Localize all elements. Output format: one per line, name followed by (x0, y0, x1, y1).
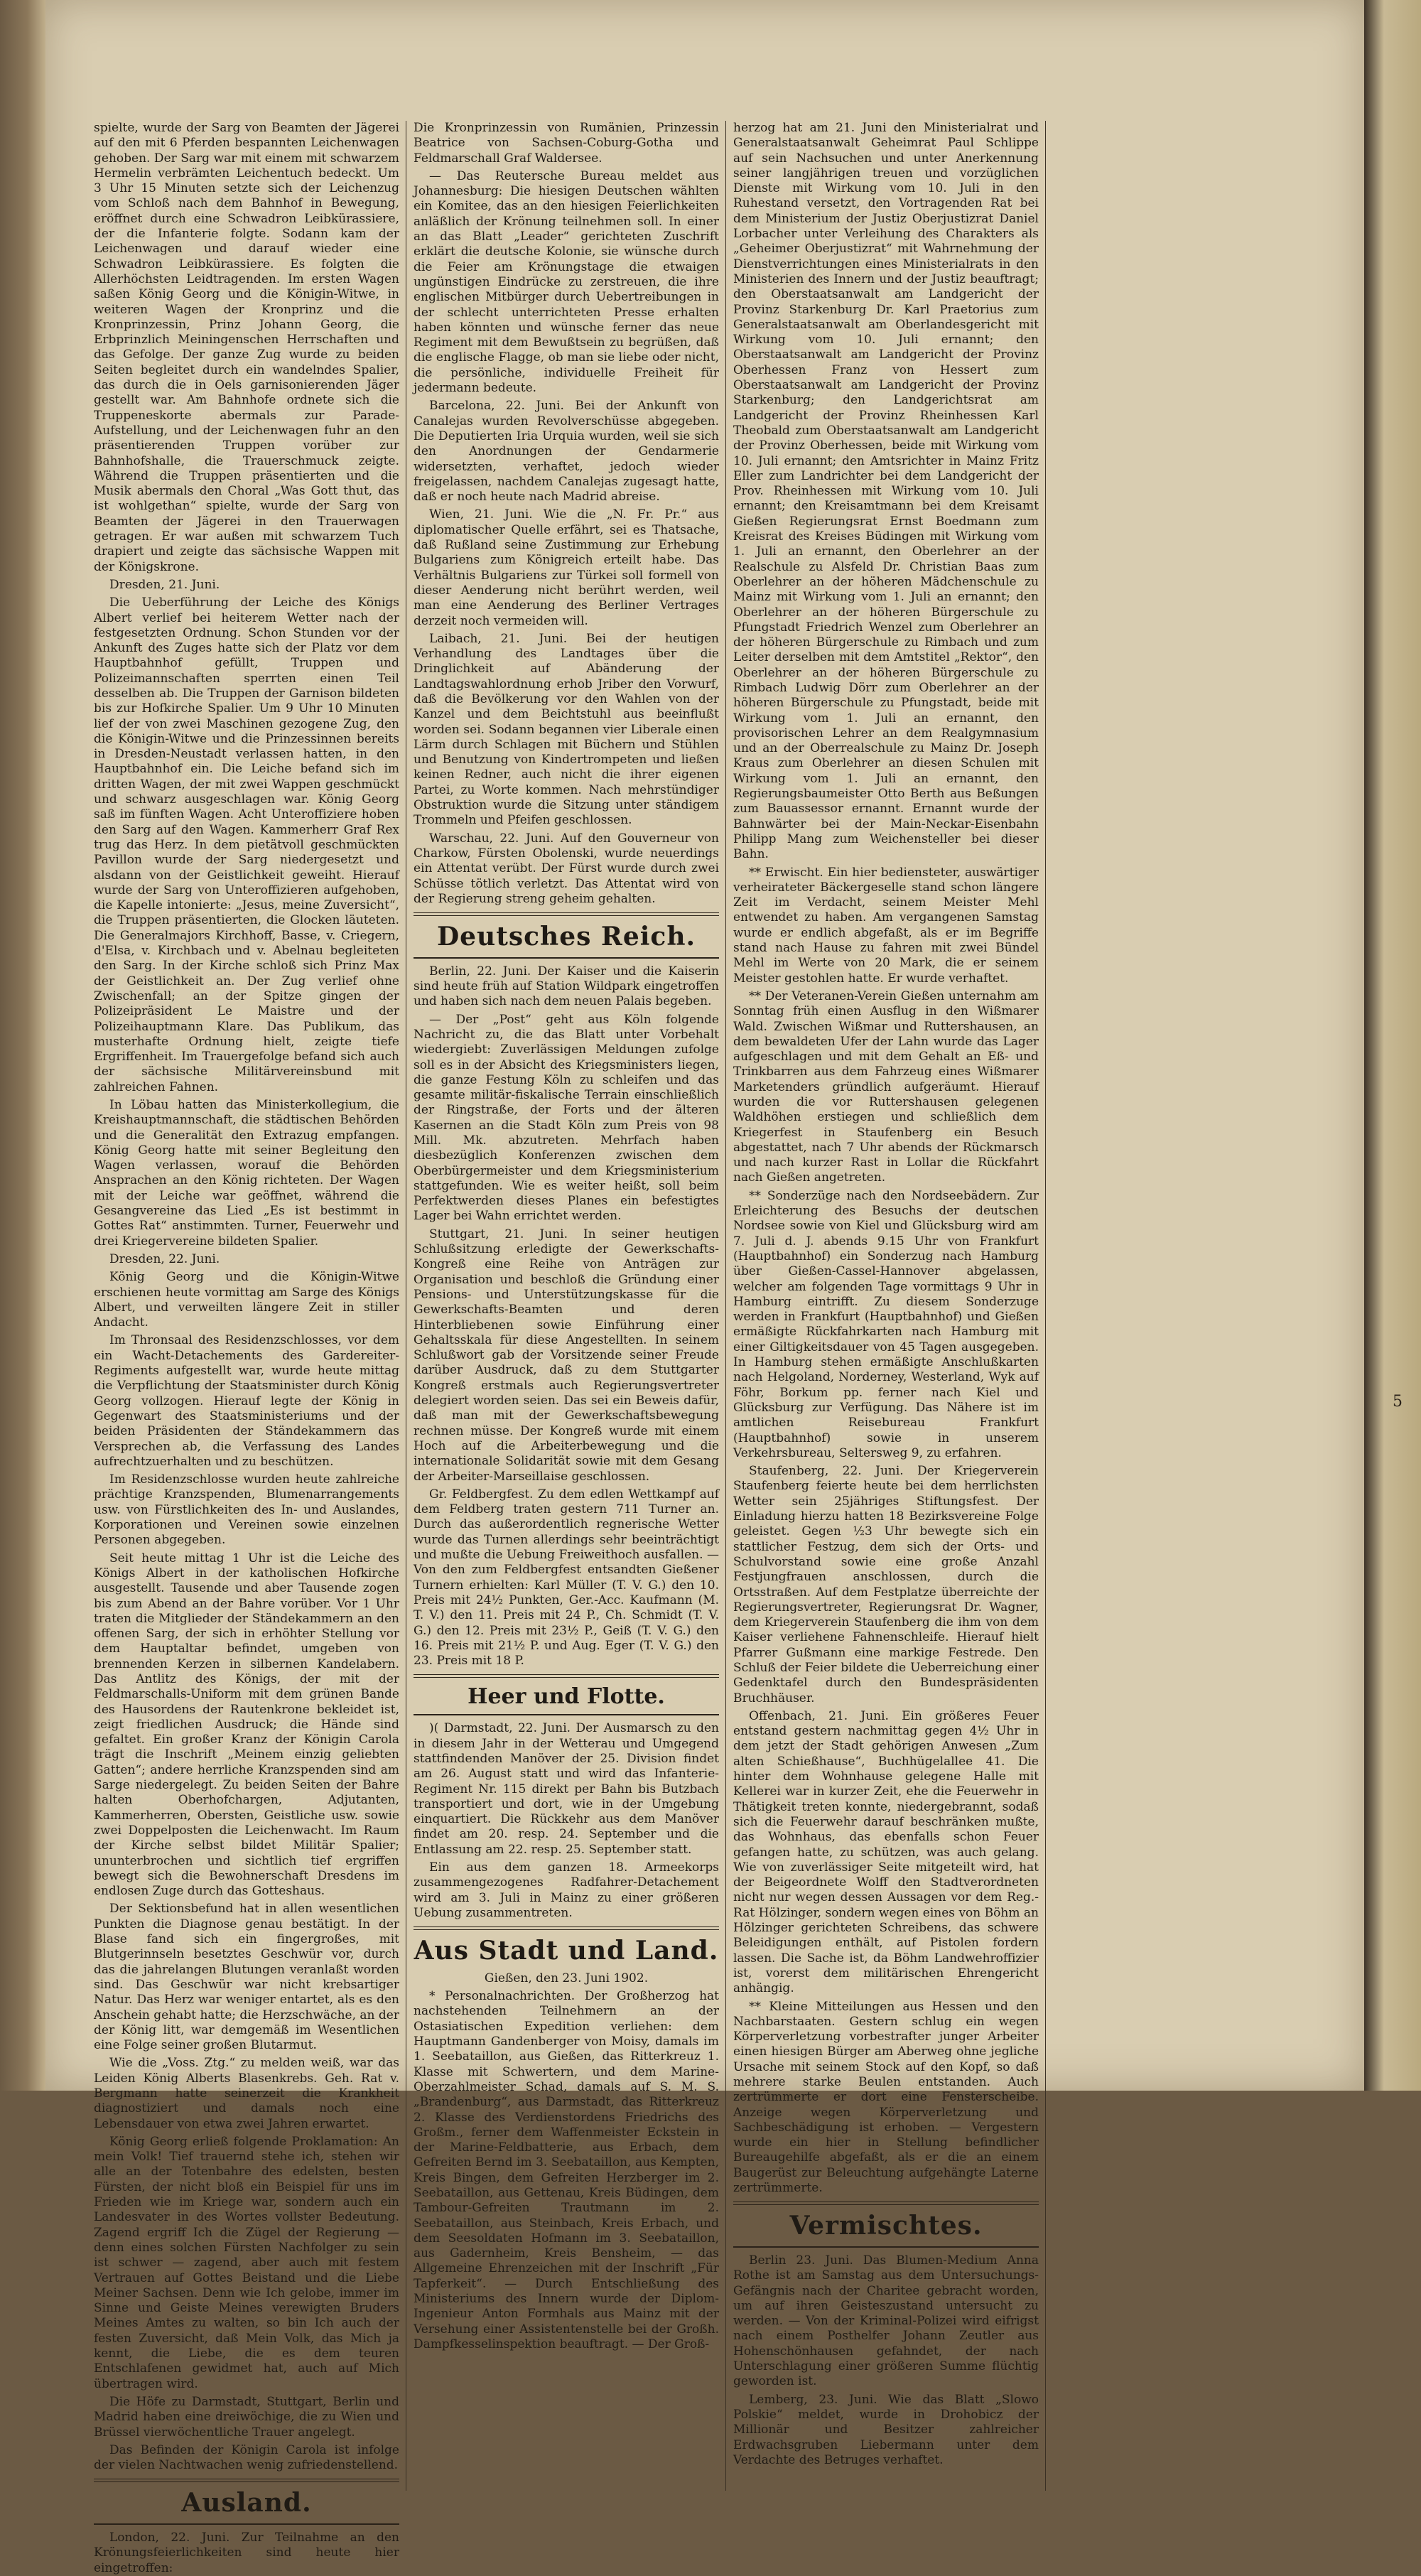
article-paragraph: Das Befinden der Königin Carola ist infolge der vielen Nachtwachen wenig zufriedenstellend. (94, 2442, 399, 2473)
page-number: 5 (1393, 1393, 1403, 1411)
article-paragraph: )( Darmstadt, 22. Juni. Der Ausmarsch zu den in diesem Jahr in der Wetterau und Umgegend stattfindenden Manöver der 25. Division findet am 26. August statt und wird das Infanterie-Regiment Nr. 115 direkt per Bahn bis Butzbach transportiert und dort, wie in der Umgebung einquartiert. Die Rückkehr aus dem Manöver findet am 20. resp. 24. September und die Entlassung am 22. resp. 25. September statt. (414, 1721, 719, 1857)
article-paragraph: Die Höfe zu Darmstadt, Stuttgart, Berlin und Madrid haben eine dreiwöchige, die zu Wien und Brüssel vierwöchentliche Trauer angelegt. (94, 2394, 399, 2440)
article-paragraph: Warschau, 22. Juni. Auf den Gouverneur von Charkow, Fürsten Obolenski, wurde neuerdings ein Attentat verübt. Der Fürst wurde durch zwei Schüsse tötlich verletzt. Das Attentat wird von der Regierung streng geheim gehalten. (414, 831, 719, 906)
page-edge-right (1364, 0, 1421, 2091)
section-divider (414, 1926, 719, 1930)
article-paragraph: In Löbau hatten das Ministerkollegium, die Kreishauptmannschaft, die städtischen Behörden und die Generalität den Extrazug empfangen. König Georg hatte mit seiner Begleitung den Wagen verlassen, worauf die Behörden Ansprachen an den König richteten. Der Wagen mit der Leiche war geöffnet, während die Gesangvereine das Lied „Es ist bestimmt in Gottes Rat“ anstimmten. Turner, Feuerwehr und drei Kriegervereine bildeten Spalier. (94, 1098, 399, 1249)
article-paragraph: Laibach, 21. Juni. Bei der heutigen Verhandlung des Landtages über die Dringlichkeit auf Abänderung der Landtagswahlordnung erhob Jriber den Vorwurf, daß die Bevölkerung vor den Wahlen von der Kanzel und dem Beichtstuhl aus beeinflußt worden sei. Sodann begannen vier Liberale einen Lärm durch Schlagen mit Büchern und Stühlen und Benutzung von Kindertrompeten und ließen keinen Redner, auch nicht die ihrer eigenen Partei, zu Worte kommen. Nach mehrstündiger Obstruktion wurde die Sitzung unter ständigem Trommeln und Pfeifen geschlossen. (414, 631, 719, 828)
col1-body (94, 121, 399, 2473)
article-paragraph: * Personalnachrichten. Der Großherzog hat nachstehenden Teilnehmern an der Ostasiatischen Expedition verliehen: dem Hauptmann Gandenberger von Moisy, damals im 1. Seebataillon, aus Gießen, das Ritterkreuz 1. Klasse mit Schwertern, und dem Marine-Oberzahlmeister Schad, damals auf S. M. S. „Brandenburg“, aus Darmstadt, das Ritterkreuz 2. Klasse des Verdienstordens Friedrichs des Großm., ferner dem Waffenmeister Eckstein in der Marine-Feldbatterie, aus Erbach, dem Gefreiten Bernd im 3. Seebataillon, aus Kempten, Kreis Bingen, dem Gefreiten Herzberger im 2. Seebataillon, aus Gettenau, Kreis Büdingen, dem Tambour-Gefreiten Trautmann im 2. Seebataillon, aus Steinbach, Kreis Erbach, und dem Seesoldaten Hofmann im 3. Seebataillon, aus Gadernheim, Kreis Bensheim, — das Allgemeine Ehrenzeichen mit der Inschrift „Für Tapferkeit“. — Durch Entschließung des Ministeriums des Innern wurde der Diplom-Ingenieur Anton Formhals aus Mainz mit der Versehung einer Assistentenstelle bei der Großh. Dampfkesselinspektion beauftragt. — Der Groß- (414, 1989, 719, 2351)
section-divider (733, 2246, 1039, 2248)
column-rule (1045, 121, 1046, 2491)
article-paragraph: Berlin 23. Juni. Das Blumen-Medium Anna Rothe ist am Samstag aus dem Untersuchungs-Gefängnis nach der Charitee gebracht worden, um auf ihren Geisteszustand untersucht zu werden. — Von der Kriminal-Polizei wird eifrigst nach einem Posthelfer Johann Zeutler aus Hohenschönhausen gefahndet, der nach Unterschlagung einer größeren Summe flüchtig geworden ist. (733, 2253, 1039, 2389)
section-divider (94, 2479, 399, 2482)
article-paragraph: Stuttgart, 21. Juni. In seiner heutigen Schlußsitzung erledigte der Gewerkschafts-Kongreß eine Reihe von Anträgen zur Organisation und beschloß die Gründung einer Pensions- und Unterstützungskasse für die Gewerkschafts-Beamten und deren Hinterbliebenen sowie Einführung einer Gehaltsskala für diese Angestellten. In seinem Schlußwort gab der Vorsitzende seiner Freude darüber Ausdruck, daß zu dem Stuttgarter Kongreß erstmals auch Regierungsvertreter delegiert worden seien. Das sei ein Beweis dafür, daß man mit der Gewerkschaftsbewegung rechnen müsse. Der Kongreß wurde mit einem Hoch auf die Arbeiterbewegung und die internationale Solidarität sowie mit dem Gesang der Arbeiter-Marseillaise geschlossen. (414, 1227, 719, 1484)
article-paragraph: ** Erwischt. Ein hier bediensteter, auswärtiger verheirateter Bäckergeselle stand schon längere Zeit im Verdacht, seinem Meister Mehl entwendet zu haben. Am vergangenen Samstag wurde er endlich abgefaßt, als er im Begriffe stand nach Hause zu fahren mit zwei Bündel Mehl im Werte von 20 Mark, die er seinem Meister gestohlen hatte. Er wurde verhaftet. (733, 865, 1039, 986)
article-paragraph: Der Sektionsbefund hat in allen wesentlichen Punkten die Diagnose genau bestätigt. In der Blase fand sich ein fingergroßes, mit Blutgerinnseln besetztes Geschwür vor, durch das die jahrelangen Blutungen veranlaßt worden sind. Das Geschwür war nicht krebsartiger Natur. Das Herz war weniger entartet, als es den Anschein gehabt hatte; die Herzschwäche, an der der König litt, war demgemäß im Wesentlichen eine Folge seiner großen Blutarmut. (94, 1902, 399, 2053)
col2-body (414, 121, 719, 907)
vermischtes-body (733, 2253, 1039, 2468)
article-paragraph: Lemberg, 23. Juni. Wie das Blatt „Slowo Polskie“ meldet, wurde in Drohobicz der Millionär und Besitzer zahlreicher Erdwachsgruben Liebermann unter dem Verdachte des Betruges verhaftet. (733, 2392, 1039, 2467)
article-paragraph: Offenbach, 21. Juni. Ein größeres Feuer entstand gestern nachmittag gegen 4½ Uhr in dem jetzt der Stadt gehörigen Anwesen „Zum alten Schießhause“, Buchhügelallee 41. Die hinter dem Wohnhause gelegene Halle mit Kellerei war in kurzer Zeit, ehe die Feuerwehr in Thätigkeit treten konnte, niedergebrannt, sodaß sich die Feuerwehr darauf beschränken mußte, das Wohnhaus, das ebenfalls schon Feuer gefangen hatte, zu schützen, was auch gelang. Wie von zuverlässiger Seite mitgeteilt wird, hat der Beigeordnete Wolff den Stadtverordneten nicht nur wegen dessen Aussagen vor dem Reg.-Rat Hölzinger, sondern wegen eines von Böhm an Hölzinger gerichteten Schreibens, das schwere Beleidigungen enthält, auf Pistolen fordern lassen. Die Sache ist, da Böhm Landwehroffizier ist, vorerst dem militärischen Ehrengericht anhängig. (733, 1708, 1039, 1996)
article-paragraph: spielte, wurde der Sarg von Beamten der Jägerei auf den mit 6 Pferden bespannten Leichenwagen gehoben. Der Sarg war mit einem mit schwarzem Hermelin verbrämten Leichentuch bedeckt. Um 3 Uhr 15 Minuten setzte sich der Leichenzug vom Schloß nach dem Bahnhof in Bewegung, eröffnet durch eine Schwadron Leibkürassiere, der die Infanterie folgte. Sodann kam der Leichenwagen und darauf wieder eine Schwadron Leibkürassiere. Es folgten die Allerhöchsten Leidtragenden. Im ersten Wagen saßen König Georg und die Königin-Witwe, in weiteren Wagen der Kronprinz und die Kronprinzessin, Prinz Johann Georg, die Erbprinzlich Meiningenschen Herrschaften und das Gefolge. Der ganze Zug wurde zu beiden Seiten begleitet durch ein wandelndes Spalier, das durch die in Oels garnisonierenden Jäger gestellt war. Am Bahnhofe ordnete sich die Truppeneskorte abermals zur Parade-Aufstellung, und der Leichenwagen fuhr an den präsentierenden Truppen vorüber zur Bahnhofshalle, die Trauerschmuck zeigte. Während die Truppen präsentierten und die Musik abermals den Choral „Was Gott thut, das ist wohlgethan“ spielte, wurde der Sarg von Beamten der Jägerei in den Trauerwagen getragen. Er war außen mit schwarzem Tuch drapiert und zeigte das sächsische Wappen mit der Königskrone. (94, 121, 399, 574)
section-heading-vermischtes: Vermischtes. (789, 2211, 983, 2241)
article-paragraph: Die Ueberführung der Leiche des Königs Albert verlief bei heiterem Wetter nach der festgesetzten Ordnung. Schon Stunden vor der Ankunft des Zuges hatte sich der Platz vor dem Hauptbahnhof gefüllt, Truppen und Polizeimannschaften sperrten einen Teil desselben ab. Die Truppen der Garnison bildeten bis zur Hofkirche Spalier. Um 9 Uhr 10 Minuten lief der von zwei Maschinen gezogene Zug, den die Königin-Witwe und die Prinzessinnen bereits in Dresden-Neustadt verlassen hatten, in den Hauptbahnhof ein. Die Leiche befand sich im dritten Wagen, der mit zwei Wappen geschmückt und schwarz ausgeschlagen war. König Georg saß im fünften Wagen. Acht Unteroffiziere hoben den Sarg auf den Wagen. Kammerherr Graf Rex trug das Herz. In dem pietätvoll geschmückten Pavillon wurde der Sarg niedergesetzt und alsdann von der Geistlichkeit geweiht. Hierauf wurde der Sarg von Unteroffizieren aufgehoben, die Kapelle intonierte: „Jesus, meine Zuversicht“, die Truppen präsentierten, die Glocken läuteten. Die Generalmajors Kirchhoff, Basse, v. Criegern, d'Elsa, v. Kirchbach und v. Abelnau begleiteten den Sarg. In der Kirche schloß sich Prinz Max der Geistlichkeit an. Der Zug verlief ohne Zwischenfall; an der Spitze gingen der Polizeipräsident Le Maistre und der Polizeihauptmann Klare. Das Publikum, das musterhafte Ordnung hielt, zeigte tiefe Ergriffenheit. Im Trauergefolge befand sich auch der sächsische Militärvereinsbund mit zahlreichen Fahnen. (94, 596, 399, 1094)
article-paragraph: — Das Reutersche Bureau meldet aus Johannesburg: Die hiesigen Deutschen wählten ein Komitee, das an den hiesigen Feierlichkeiten anläßlich der Krönung teilnehmen soll. In einer an das Blatt „Leader“ gerichteten Zuschrift erklärt die deutsche Kolonie, sie wünsche durch die Feier am Krönungstage die etwaigen ungünstigen Eindrücke zu zerstreuen, die ihre englischen Mitbürger durch Uebertreibungen in der schlecht unterrichteten Presse erhalten haben könnten und wünsche ferner das neue Regiment mit dem Bewußtsein zu begrüßen, daß die englische Flagge, ob man sie liebe oder nicht, die persönliche, individuelle Freiheit für jedermann bedeute. (414, 168, 719, 396)
article-paragraph: Dresden, 22. Juni. (109, 1251, 220, 1266)
article-paragraph: König Georg und die Königin-Witwe erschienen heute vormittag am Sarge des Königs Albert, und verweilten längere Zeit in stiller Andacht. (94, 1270, 399, 1330)
column-1 (94, 121, 399, 2575)
deutsches-reich-body (414, 964, 719, 1669)
heer-body (414, 1721, 719, 1921)
article-paragraph: Wien, 21. Juni. Wie die „N. Fr. Pr.“ aus diplomatischer Quelle erfährt, sei es Thatsache, daß Rußland seine Zustimmung zur Erhebung Bulgariens zum Königreich erteilt habe. Das Verhältnis Bulgariens zur Türkei soll formell von dieser Aenderung nicht berührt werden, weil man eine Aenderung des Berliner Vertrages derzeit noch vermeiden will. (414, 507, 719, 628)
section-heading-aus-stadt-und-land: Aus Stadt und Land. (414, 1936, 719, 1966)
article-paragraph: Dresden, 21. Juni. (109, 577, 220, 592)
article-paragraph: Ein aus dem ganzen 18. Armeekorps zusammengezogenes Radfahrer-Detachement wird am 3. Juli in Mainz zu einer größeren Uebung zusammentreten. (414, 1860, 719, 1920)
dateline: Gießen, den 23. Juni 1902. (484, 1971, 649, 1985)
article-paragraph: Im Residenzschlosse wurden heute zahlreiche prächtige Kranzspenden, Blumenarrangements usw. von Fürstlichkeiten des In- und Auslandes, Korporationen und Vereinen sowie einzelnen Personen abgegeben. (94, 1472, 399, 1548)
article-paragraph: herzog hat am 21. Juni den Ministerialrat und Generalstaatsanwalt Geheimrat Paul Schlippe auf sein Nachsuchen und unter Anerkennung seiner langjährigen treuen und vorzüglichen Dienste mit Wirkung vom 10. Juli in den Ruhestand versetzt, den Vortragenden Rat bei dem Ministerium der Justiz Oberjustizrat Daniel Lorbacher unter Verleihung des Charakters als „Geheimer Oberjustizrat“ mit Wahrnehmung der Dienstverrichtungen eines Ministerialrats in den Ministerien des Innern und der Justiz beauftragt; den Oberstaatsanwalt am Landgericht der Provinz Starkenburg Dr. Karl Praetorius zum Generalstaatsanwalt am Oberlandesgericht mit Wirkung vom 10. Juli ernannt; den Oberstaatsanwalt am Landgericht der Provinz Oberhessen Franz von Hessert zum Oberstaatsanwalt am Landgericht der Provinz Starkenburg; den Landgerichtsrat am Landgericht der Provinz Rheinhessen Karl Theobald zum Oberstaatsanwalt am Landgericht der Provinz Oberhessen, beide mit Wirkung vom 10. Juli ernannt; den Amtsrichter in Mainz Fritz Eller zum Landrichter bei dem Landgericht der Prov. Rheinhessen mit Wirkung vom 10. Juli ernannt; den Kreisamtmann bei dem Kreisamt Gießen Regierungsrat Ernst Boedmann zum Kreisrat des Kreises Büdingen mit Wirkung vom 1. Juli an ernannt, den Oberlehrer an der Realschule zu Alsfeld Dr. Christian Baas zum Oberlehrer an der höheren Mädchenschule zu Mainz mit Wirkung vom 1. Juli an ernannt; den Oberlehrer an der höheren Bürgerschule zu Pfungstadt Friedrich Wenzel zum Oberlehrer an der höheren Bürgerschule zu Rimbach und zum Leiter derselben mit dem Amtstitel „Rektor“, den Oberlehrer an der höheren Bürgerschule zu Rimbach Ludwig Dörr zum Oberlehrer an der höheren Bürgerschule zu Pfungstadt, beide mit Wirkung vom 1. Juli an ernannt, den provisorischen Lehrer an dem Realgymnasium und an der Oberrealschule zu Mainz Dr. Joseph Kraus zum Oberlehrer an diesen Schulen mit Wirkung vom 1. Juli an ernannt, den Regierungsbaumeister Otto Berth aus Beßungen zum Bauassessor ernannt. Ernannt wurde der Bahnwärter bei der Main-Neckar-Eisenbahn Philipp Mang zum Weichensteller bei dieser Bahn. (733, 121, 1039, 862)
article-paragraph: Wie die „Voss. Ztg.“ zu melden weiß, war das Leiden König Alberts Blasenkrebs. Geh. Rat v. Bergmann hatte seinerzeit die Krankheit diagnostiziert und damals noch eine Lebensdauer von etwa zwei Jahren erwartet. (94, 2056, 399, 2131)
column-2 (414, 121, 719, 2491)
article-paragraph: Barcelona, 22. Juni. Bei der Ankunft von Canalejas wurden Revolverschüsse abgegeben. Die Deputierten Iria Urquia wurden, weil sie sich den Anordnungen der Gendarmerie widersetzten, verhaftet, jedoch wieder freigelassen, nachdem Canalejas zugesagt hatte, daß er noch heute nach Madrid abreise. (414, 399, 719, 505)
stadt-body (414, 1989, 719, 2352)
article-paragraph: London, 22. Juni. Zur Teilnahme an den Krönungsfeierlichkeiten sind heute hier eingetroffen: (94, 2531, 399, 2575)
article-paragraph: Die Kronprinzessin von Rumänien, Prinzessin Beatrice von Sachsen-Coburg-Gotha und Feldmarschall Graf Waldersee. (414, 121, 719, 166)
section-heading-ausland: Ausland. (181, 2488, 312, 2518)
column-rule (725, 121, 726, 2491)
article-paragraph: Seit heute mittag 1 Uhr ist die Leiche des Königs Albert in der katholischen Hofkirche ausgestellt. Tausende und aber Tausende zogen bis zum Abend an der Bahre vorüber. Vor 1 Uhr traten die Mitglieder der Ständekammern an den offenen Sarg, der sich in erhöhter Stellung vor dem Hauptaltar befindet, umgeben von brennenden Kerzen in silbernen Kandelabern. Das Antlitz des Königs, der mit der Feldmarschalls-Uniform mit dem grünen Bande des Hausordens der Rautenkrone bekleidet ist, zeigt friedlichen Ausdruck; die Hände sind gefaltet. Ein großer Kranz der Königin Carola trägt die Inschrift „Meinem einzig geliebten Gatten“; andere herrliche Kranzspenden sind am Sarge niedergelegt. Zu beiden Seiten der Bahre halten Oberhofchargen, Adjutanten, Kammerherren, Obersten, Geistliche usw. sowie zwei Doppelposten die Leichenwacht. Im Raum der Kirche selbst bildet Militär Spalier; ununterbrochen und sichtlich tief ergriffen bewegt sich die Bewohnerschaft Dresdens im endlosen Zuge durch das Gotteshaus. (94, 1551, 399, 1899)
article-paragraph: König Georg erließ folgende Proklamation: An mein Volk! Tief trauernd stehe ich, stehen wir alle an der Totenbahre des edelsten, besten Fürsten, der nicht bloß ein Beispiel für uns im Frieden wie im Kriege war, sondern auch ein Landesvater in des Wortes vollster Bedeutung. Zagend ergriff Ich die Zügel der Regierung — denn eines solchen Fürsten Nachfolger zu sein ist schwer — zagend, aber auch mit festem Vertrauen auf Gottes Beistand und die Liebe Meiner Sachsen. Denn wie Ich gelobe, immer im Sinne und Geiste Meines verewigten Bruders Meines Amtes zu walten, so bin Ich auch der festen Zuversicht, daß Mein Volk, das Mich ja kennt, die Liebe, die es dem teuren Entschlafenen gewidmet hat, auch auf Mich übertragen wird. (94, 2134, 399, 2391)
article-paragraph: ** Der Veteranen-Verein Gießen unternahm am Sonntag früh einen Ausflug in den Wißmarer Wald. Zwischen Wißmar und Ruttershausen, an dem bewaldeten Ufer der Lahn wurde das Lager aufgeschlagen und mit dem Gehalt an Eß- und Trinkbarren aus dem Fahrzeug eines Wißmarer Marketenders gründlich aufgeräumt. Hierauf wurden die vor Ruttershausen gelegenen Waldhöhen erstiegen und schließlich dem Kriegerfest in Staufenberg ein Besuch abgestattet, nach 7 Uhr abends der Rückmarsch und nach kurzer Rast in Lollar die Rückfahrt nach Gießen angetreten. (733, 988, 1039, 1185)
section-divider (414, 912, 719, 916)
article-paragraph: ** Kleine Mitteilungen aus Hessen und den Nachbarstaaten. Gestern schlug ein wegen Körperverletzung vorbestrafter junger Arbeiter einen hiesigen Bürger am Aberweg ohne jegliche Ursache mit seinem Stock auf den Kopf, so daß mehrere starke Beulen entstanden. Auch zertrümmerte er dort eine Fensterscheibe. Anzeige wegen Körperverletzung und Sachbeschädigung ist erhoben. — Vergestern wurde ein hier in Stellung befindlicher Bureaugehilfe abgefaßt, als er die an einem Baugerüst zur Beleuchtung aufgehängte Laterne zertrümmerte. (733, 1999, 1039, 2196)
article-paragraph: Gr. Feldbergfest. Zu dem edlen Wettkampf auf dem Feldberg traten gestern 711 Turner an. Durch das außerordentlich regnerische Wetter wurde das Turnen allerdings sehr beeinträchtigt und mußte die Uebung Freiweithoch ausfallen. — Von den zum Feldbergfest entsandten Gießener Turnern erhielten: Karl Müller (T. V. G.) den 10. Preis mit 24½ Punkten, Ger.-Acc. Kaufmann (M. T. V.) den 11. Preis mit 24 P., Ch. Schmidt (T. V. G.) den 12. Preis mit 23½ P., Geiß (T. V. G.) den 16. Preis mit 21½ P. und Aug. Eger (T. V. G.) den 23. Preis mit 18 P. (414, 1487, 719, 1669)
section-heading-heer-und-flotte: Heer und Flotte. (468, 1684, 665, 1710)
article-paragraph: Staufenberg, 22. Juni. Der Kriegerverein Staufenberg feierte heute bei dem herrlichsten Wetter sein 25jähriges Stiftungsfest. Der Einladung hierzu hatten 18 Bezirksvereine Folge geleistet. Gegen ½3 Uhr bewegte sich ein stattlicher Festzug, dem sich der Orts- und Schulvorstand sowie eine große Anzahl Festjungfrauen anschlossen, durch die Ortsstraßen. Auf dem Festplatze überreichte der Regierungsvertreter, Regierungsrat Dr. Wagner, dem Kriegerverein Staufenberg die ihm von dem Kaiser verliehene Fahnenschleife. Hierauf hielt Pfarrer Gußmann eine markige Festrede. Den Schluß der Feier bildete die Ueberreichung einer Gedenktafel durch den Bundespräsidenten Bruchhäuser. (733, 1464, 1039, 1705)
page-gutter-left (0, 0, 45, 2091)
column-3 (733, 121, 1039, 2491)
article-paragraph: ** Sonderzüge nach den Nordseebädern. Zur Erleichterung des Besuchs der deutschen Nordsee sowie von Kiel und Glücksburg wird am 7. Juli d. J. abends 9.15 Uhr von Frankfurt (Hauptbahnhof) ein Sonderzug nach Hamburg über Gießen-Cassel-Hannover abgelassen, welcher am folgenden Tage vormittags 9 Uhr in Hamburg eintrifft. Zu diesem Sonderzuge werden in Frankfurt (Hauptbahnhof) und Gießen ermäßigte Rückfahrkarten nach Hamburg mit einer Giltigkeitsdauer von 45 Tagen ausgegeben. In Hamburg stehen ermäßigte Anschlußkarten nach Helgoland, Norderney, Westerland, Wyk auf Föhr, Borkum pp. ferner nach Kiel und Glücksburg zur Verfügung. Das Nähere ist im amtlichen Reisebureau Frankfurt (Hauptbahnhof) sowie in unserem Verkehrsbureau, Seltersweg 9, zu erfahren. (733, 1188, 1039, 1460)
section-divider (414, 957, 719, 959)
section-divider (94, 2523, 399, 2525)
section-divider (733, 2202, 1039, 2205)
section-divider (414, 1674, 719, 1678)
section-divider (414, 1714, 719, 1715)
col3-body (733, 121, 1039, 2196)
article-paragraph: — Der „Post“ geht aus Köln folgende Nachricht zu, die das Blatt unter Vorbehalt wiedergiebt: Zuverlässigen Meldungen zufolge soll es in der Absicht des Kriegsministers liegen, die ganze Festung Köln zu schleifen und das gesamte militär-fiskalische Terrain einschließlich der Ringstraße, der Forts und der älteren Kasernen an die Stadt Köln zum Preis von 98 Mill. Mk. abzutreten. Mehrfach haben diesbezüglich Konferenzen zwischen dem Oberbürgermeister und dem Kriegsministerium stattgefunden. Wie es weiter heißt, soll beim Perfektwerden dieses Planes ein befestigtes Lager bei Wahn errichtet werden. (414, 1012, 719, 1224)
article-paragraph: Berlin, 22. Juni. Der Kaiser und die Kaiserin sind heute früh auf Station Wildpark eingetroffen und haben sich nach dem neuen Palais begeben. (414, 964, 719, 1009)
article-paragraph: Im Thronsaal des Residenzschlosses, vor dem ein Wacht-Detachements des Gardereiter-Regiments aufgestellt war, wurde heute mittag die Verpflichtung der Staatsminister durch König Georg vollzogen. Hierauf legte der König in Gegenwart des Staatsministeriums und der beiden Präsidenten der Ständekammern das Versprechen ab, die Verfassung des Landes aufrechtzuerhalten und zu beschützen. (94, 1333, 399, 1469)
section-heading-deutsches-reich: Deutsches Reich. (436, 922, 696, 952)
